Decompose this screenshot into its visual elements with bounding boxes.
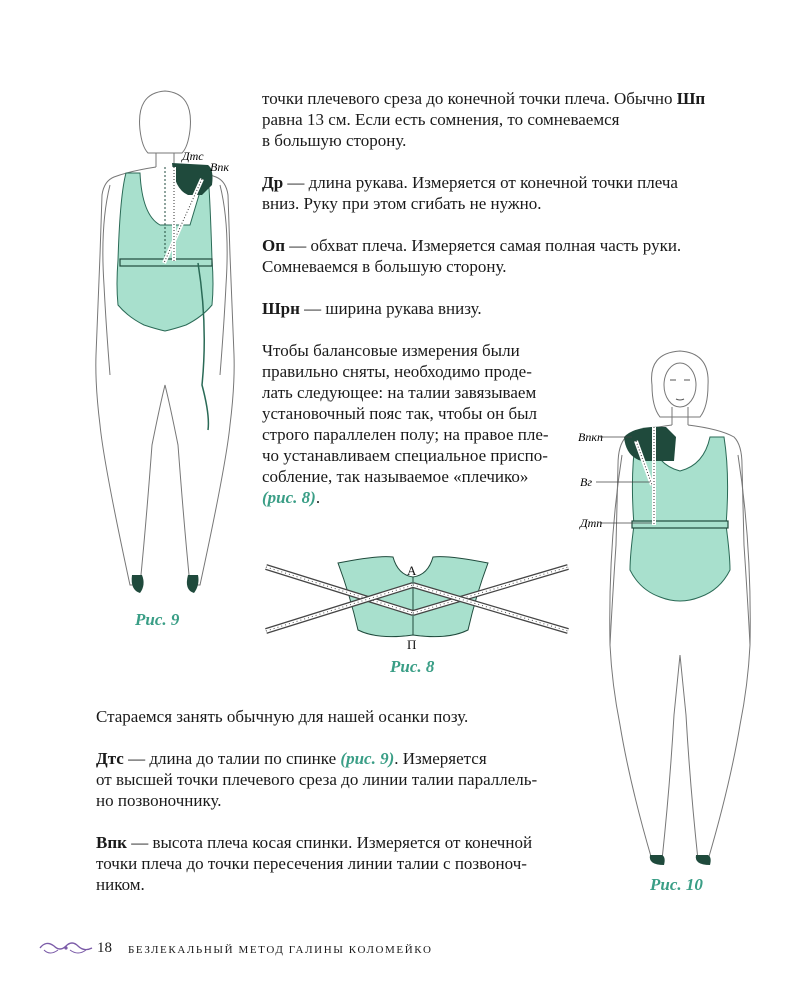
label-vpkp: Впкп [578,430,603,444]
paragraph-shrn: Шрн — ширина рукава внизу. [262,299,482,318]
left-shoe [132,575,144,593]
label-dtp: Дтп [580,516,603,530]
right-shoe [187,575,199,593]
left-shoe-front [650,855,665,865]
paragraph-pose: Стараемся занять обычную для нашей осанки позу. [96,707,469,726]
hair-shape [140,91,191,153]
right-shoe-front [696,855,711,865]
paragraph-dts: Дтс — длина до талии по спинке (рис. 9). Измеряется от высшей точки плечевого среза до линии талии параллель- но позвоночнику. [96,749,538,810]
waist-belt-front [632,521,728,528]
paragraph-balance: Чтобы балансовые измерения были правильно сняты, необходимо проде- лать следующее: на талии завязываем установочный пояс так, чтобы он был строго параллелен полу; на правое пле- чо устанавливаем специальное приспо- собление, так называемое «плечико» (рис. 8). [262,341,549,507]
neck-shape [156,153,174,167]
label-vpk: Впк [210,160,229,174]
paragraph-dr: Др — длина рукава. Измеряется от конечной точки плеча вниз. Руку при этом сгибать не нужно. [262,173,678,213]
figure-ref-8[interactable]: (рис. 8) [262,488,316,507]
label-p: П [407,637,417,652]
label-a: А [407,563,417,578]
label-dts: Дтс [182,149,204,163]
figure-9-caption: Рис. 9 [135,610,180,629]
figure-8-shoulder-device [258,545,578,655]
paragraph-vpk: Впк — высота плеча косая спинки. Измеряется от конечной точки плеча до точки пересечения линии талии с позвоноч- ником. [96,833,533,894]
figure-ref-9[interactable]: (рис. 9) [340,749,395,768]
book-title: БЕЗЛЕКАЛЬНЫЙ МЕТОД ГАЛИНЫ КОЛОМЕЙКО [128,944,433,956]
figure-9-back-view [90,85,240,605]
figure-8-caption: Рис. 8 [390,657,435,676]
label-vg: Вг [580,475,593,489]
paragraph-op: Оп — обхват плеча. Измеряется самая полная часть руки. Сомневаемся в большую сторону. [262,236,682,276]
figure-10-caption: Рис. 10 [650,875,703,894]
bottom-text-block [96,706,596,895]
paragraph-shp: точки плечевого среза до конечной точки плеча. Обычно Шп равна 13 см. Если есть сомнения, то сомневаемся в большую сторону. [262,89,706,150]
footer-ornament-icon [38,938,94,958]
page-number: 18 [97,940,112,956]
